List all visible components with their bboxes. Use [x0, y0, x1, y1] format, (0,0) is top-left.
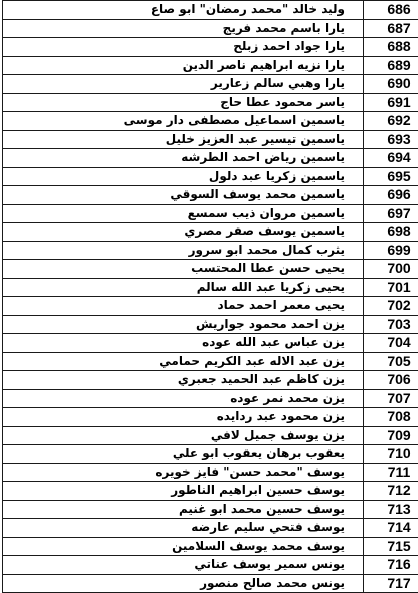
- table-row: [3, 167, 418, 186]
- name-cell: [3, 389, 364, 408]
- table-row: [3, 537, 418, 556]
- table-row: [3, 426, 418, 445]
- names-table-body: [3, 1, 418, 593]
- row-number: 704: [387, 334, 410, 351]
- person-name: يونس سمير يوسف عناتي: [194, 556, 345, 573]
- table-row: [3, 241, 418, 260]
- table-row: [3, 1, 418, 20]
- table-row: [3, 19, 418, 38]
- person-name: ياسمين محمد يوسف السوقي: [170, 186, 345, 203]
- person-name: وليد خالد "محمد رمضان" ابو صاع: [151, 1, 345, 18]
- person-name: يزن كاظم عبد الحميد جعبري: [178, 371, 345, 388]
- number-cell: [364, 19, 418, 38]
- name-cell: [3, 297, 364, 316]
- table-row: [3, 278, 418, 297]
- table-row: [3, 352, 418, 371]
- table-row: [3, 93, 418, 112]
- number-cell: [364, 186, 418, 205]
- row-number: 695: [387, 168, 410, 185]
- row-number: 700: [387, 260, 410, 277]
- number-cell: [364, 130, 418, 149]
- name-cell: [3, 537, 364, 556]
- number-cell: [364, 223, 418, 242]
- number-cell: [364, 93, 418, 112]
- person-name: ياسمين يوسف صقر مصري: [184, 223, 345, 240]
- row-number: 696: [387, 186, 410, 203]
- table-row: [3, 371, 418, 390]
- name-cell: [3, 1, 364, 20]
- number-cell: [364, 149, 418, 168]
- name-cell: [3, 186, 364, 205]
- number-cell: [364, 56, 418, 75]
- row-number: 705: [387, 353, 410, 370]
- row-number: 710: [387, 445, 410, 462]
- person-name: ياسمين رياض احمد الطرشه: [181, 149, 345, 166]
- number-cell: [364, 167, 418, 186]
- row-number: 691: [387, 94, 410, 111]
- name-cell: [3, 93, 364, 112]
- name-cell: [3, 500, 364, 519]
- row-number: 686: [387, 1, 410, 18]
- row-number: 701: [387, 279, 410, 296]
- row-number: 697: [387, 205, 410, 222]
- person-name: يوسف فتحي سليم عارضه: [191, 519, 345, 536]
- person-name: يزن محمود عبد ردايده: [217, 408, 345, 425]
- person-name: يوسف "محمد حسن" فايز خويره: [155, 464, 345, 481]
- number-cell: [364, 260, 418, 279]
- person-name: يوسف حسين ابراهيم الناطور: [171, 482, 345, 499]
- table-row: [3, 445, 418, 464]
- table-row: [3, 130, 418, 149]
- name-cell: [3, 278, 364, 297]
- table-row: [3, 186, 418, 205]
- table-row: [3, 574, 418, 593]
- row-number: 699: [387, 242, 410, 259]
- row-number: 713: [387, 501, 410, 518]
- person-name: يزن احمد محمود جواريش: [196, 316, 345, 333]
- number-cell: [364, 500, 418, 519]
- person-name: يثرب كمال محمد ابو سرور: [189, 242, 345, 259]
- name-cell: [3, 408, 364, 427]
- name-cell: [3, 556, 364, 575]
- person-name: يارا جواد احمد زبلح: [233, 38, 345, 55]
- row-number: 711: [388, 464, 411, 481]
- name-cell: [3, 371, 364, 390]
- table-row: [3, 315, 418, 334]
- number-cell: [364, 556, 418, 575]
- row-number: 690: [387, 75, 410, 92]
- row-number: 714: [387, 519, 410, 536]
- person-name: يزن عباس عبد الله عوده: [202, 334, 345, 351]
- person-name: يزن عبد الاله عبد الكريم حمامي: [159, 353, 345, 370]
- row-number: 707: [387, 390, 410, 407]
- number-cell: [364, 445, 418, 464]
- number-cell: [364, 315, 418, 334]
- number-cell: [364, 241, 418, 260]
- person-name: يعقوب برهان يعقوب ابو علي: [173, 445, 345, 462]
- person-name: يونس محمد صالح منصور: [200, 575, 345, 592]
- person-name: يحيى معمر احمد حماد: [217, 297, 345, 314]
- person-name: يارا وهبي سالم زعارير: [211, 75, 345, 92]
- number-cell: [364, 537, 418, 556]
- person-name: يارا نزيه ابراهيم ناصر الدين: [183, 57, 345, 74]
- row-number: 694: [387, 149, 410, 166]
- number-cell: [364, 278, 418, 297]
- number-cell: [364, 38, 418, 57]
- row-number: 706: [387, 371, 410, 388]
- person-name: يزن يوسف جميل لافي: [211, 427, 345, 444]
- name-cell: [3, 149, 364, 168]
- name-cell: [3, 334, 364, 353]
- name-cell: [3, 204, 364, 223]
- row-number: 716: [387, 556, 410, 573]
- number-cell: [364, 204, 418, 223]
- name-cell: [3, 260, 364, 279]
- person-name: يوسف حسين محمد ابو غنيم: [179, 501, 345, 518]
- table-row: [3, 297, 418, 316]
- name-cell: [3, 519, 364, 538]
- number-cell: [364, 408, 418, 427]
- number-cell: [364, 352, 418, 371]
- table-row: [3, 500, 418, 519]
- person-name: يوسف محمد يوسف السلامين: [172, 538, 345, 555]
- number-cell: [364, 297, 418, 316]
- number-cell: [364, 389, 418, 408]
- table-row: [3, 463, 418, 482]
- table-row: [3, 38, 418, 57]
- name-cell: [3, 315, 364, 334]
- name-cell: [3, 574, 364, 593]
- names-table: [2, 0, 418, 593]
- name-cell: [3, 352, 364, 371]
- table-row: [3, 223, 418, 242]
- table-row: [3, 408, 418, 427]
- name-cell: [3, 56, 364, 75]
- row-number: 687: [387, 20, 410, 37]
- row-number: 712: [387, 482, 410, 499]
- row-number: 688: [387, 38, 410, 55]
- table-row: [3, 75, 418, 94]
- person-name: يحيى زكريا عبد الله سالم: [197, 279, 345, 296]
- number-cell: [364, 574, 418, 593]
- name-cell: [3, 167, 364, 186]
- row-number: 708: [387, 408, 410, 425]
- table-row: [3, 519, 418, 538]
- row-number: 702: [387, 297, 410, 314]
- name-cell: [3, 223, 364, 242]
- number-cell: [364, 463, 418, 482]
- person-name: ياسمين تيسير عبد العزيز خليل: [166, 131, 345, 148]
- name-cell: [3, 75, 364, 94]
- row-number: 693: [387, 131, 410, 148]
- row-number: 689: [387, 57, 410, 74]
- name-cell: [3, 130, 364, 149]
- name-cell: [3, 112, 364, 131]
- row-number: 703: [387, 316, 410, 333]
- number-cell: [364, 334, 418, 353]
- number-cell: [364, 1, 418, 20]
- person-name: ياسر محمود عطا حاج: [220, 94, 345, 111]
- number-cell: [364, 482, 418, 501]
- person-name: يارا باسم محمد فريج: [223, 20, 345, 37]
- number-cell: [364, 371, 418, 390]
- row-number: 698: [387, 223, 410, 240]
- name-cell: [3, 426, 364, 445]
- number-cell: [364, 75, 418, 94]
- name-cell: [3, 38, 364, 57]
- number-cell: [364, 112, 418, 131]
- table-row: [3, 56, 418, 75]
- table-row: [3, 260, 418, 279]
- person-name: ياسمين اسماعيل مصطفى دار موسى: [124, 112, 345, 129]
- person-name: ياسمين زكريا عبد دلول: [209, 168, 345, 185]
- table-row: [3, 149, 418, 168]
- row-number: 692: [387, 112, 410, 129]
- table-row: [3, 389, 418, 408]
- table-row: [3, 334, 418, 353]
- person-name: يزن محمد نمر عوده: [230, 390, 345, 407]
- name-cell: [3, 482, 364, 501]
- name-cell: [3, 241, 364, 260]
- table-row: [3, 112, 418, 131]
- number-cell: [364, 519, 418, 538]
- name-cell: [3, 445, 364, 464]
- table-row: [3, 556, 418, 575]
- number-cell: [364, 426, 418, 445]
- row-number: 709: [387, 427, 410, 444]
- person-name: يحيى حسن عطا المحتسب: [191, 260, 345, 277]
- table-row: [3, 204, 418, 223]
- name-cell: [3, 463, 364, 482]
- table-row: [3, 482, 418, 501]
- row-number: 717: [387, 575, 410, 592]
- name-cell: [3, 19, 364, 38]
- row-number: 715: [387, 538, 410, 555]
- person-name: ياسمين مروان ذيب سمسع: [188, 205, 345, 222]
